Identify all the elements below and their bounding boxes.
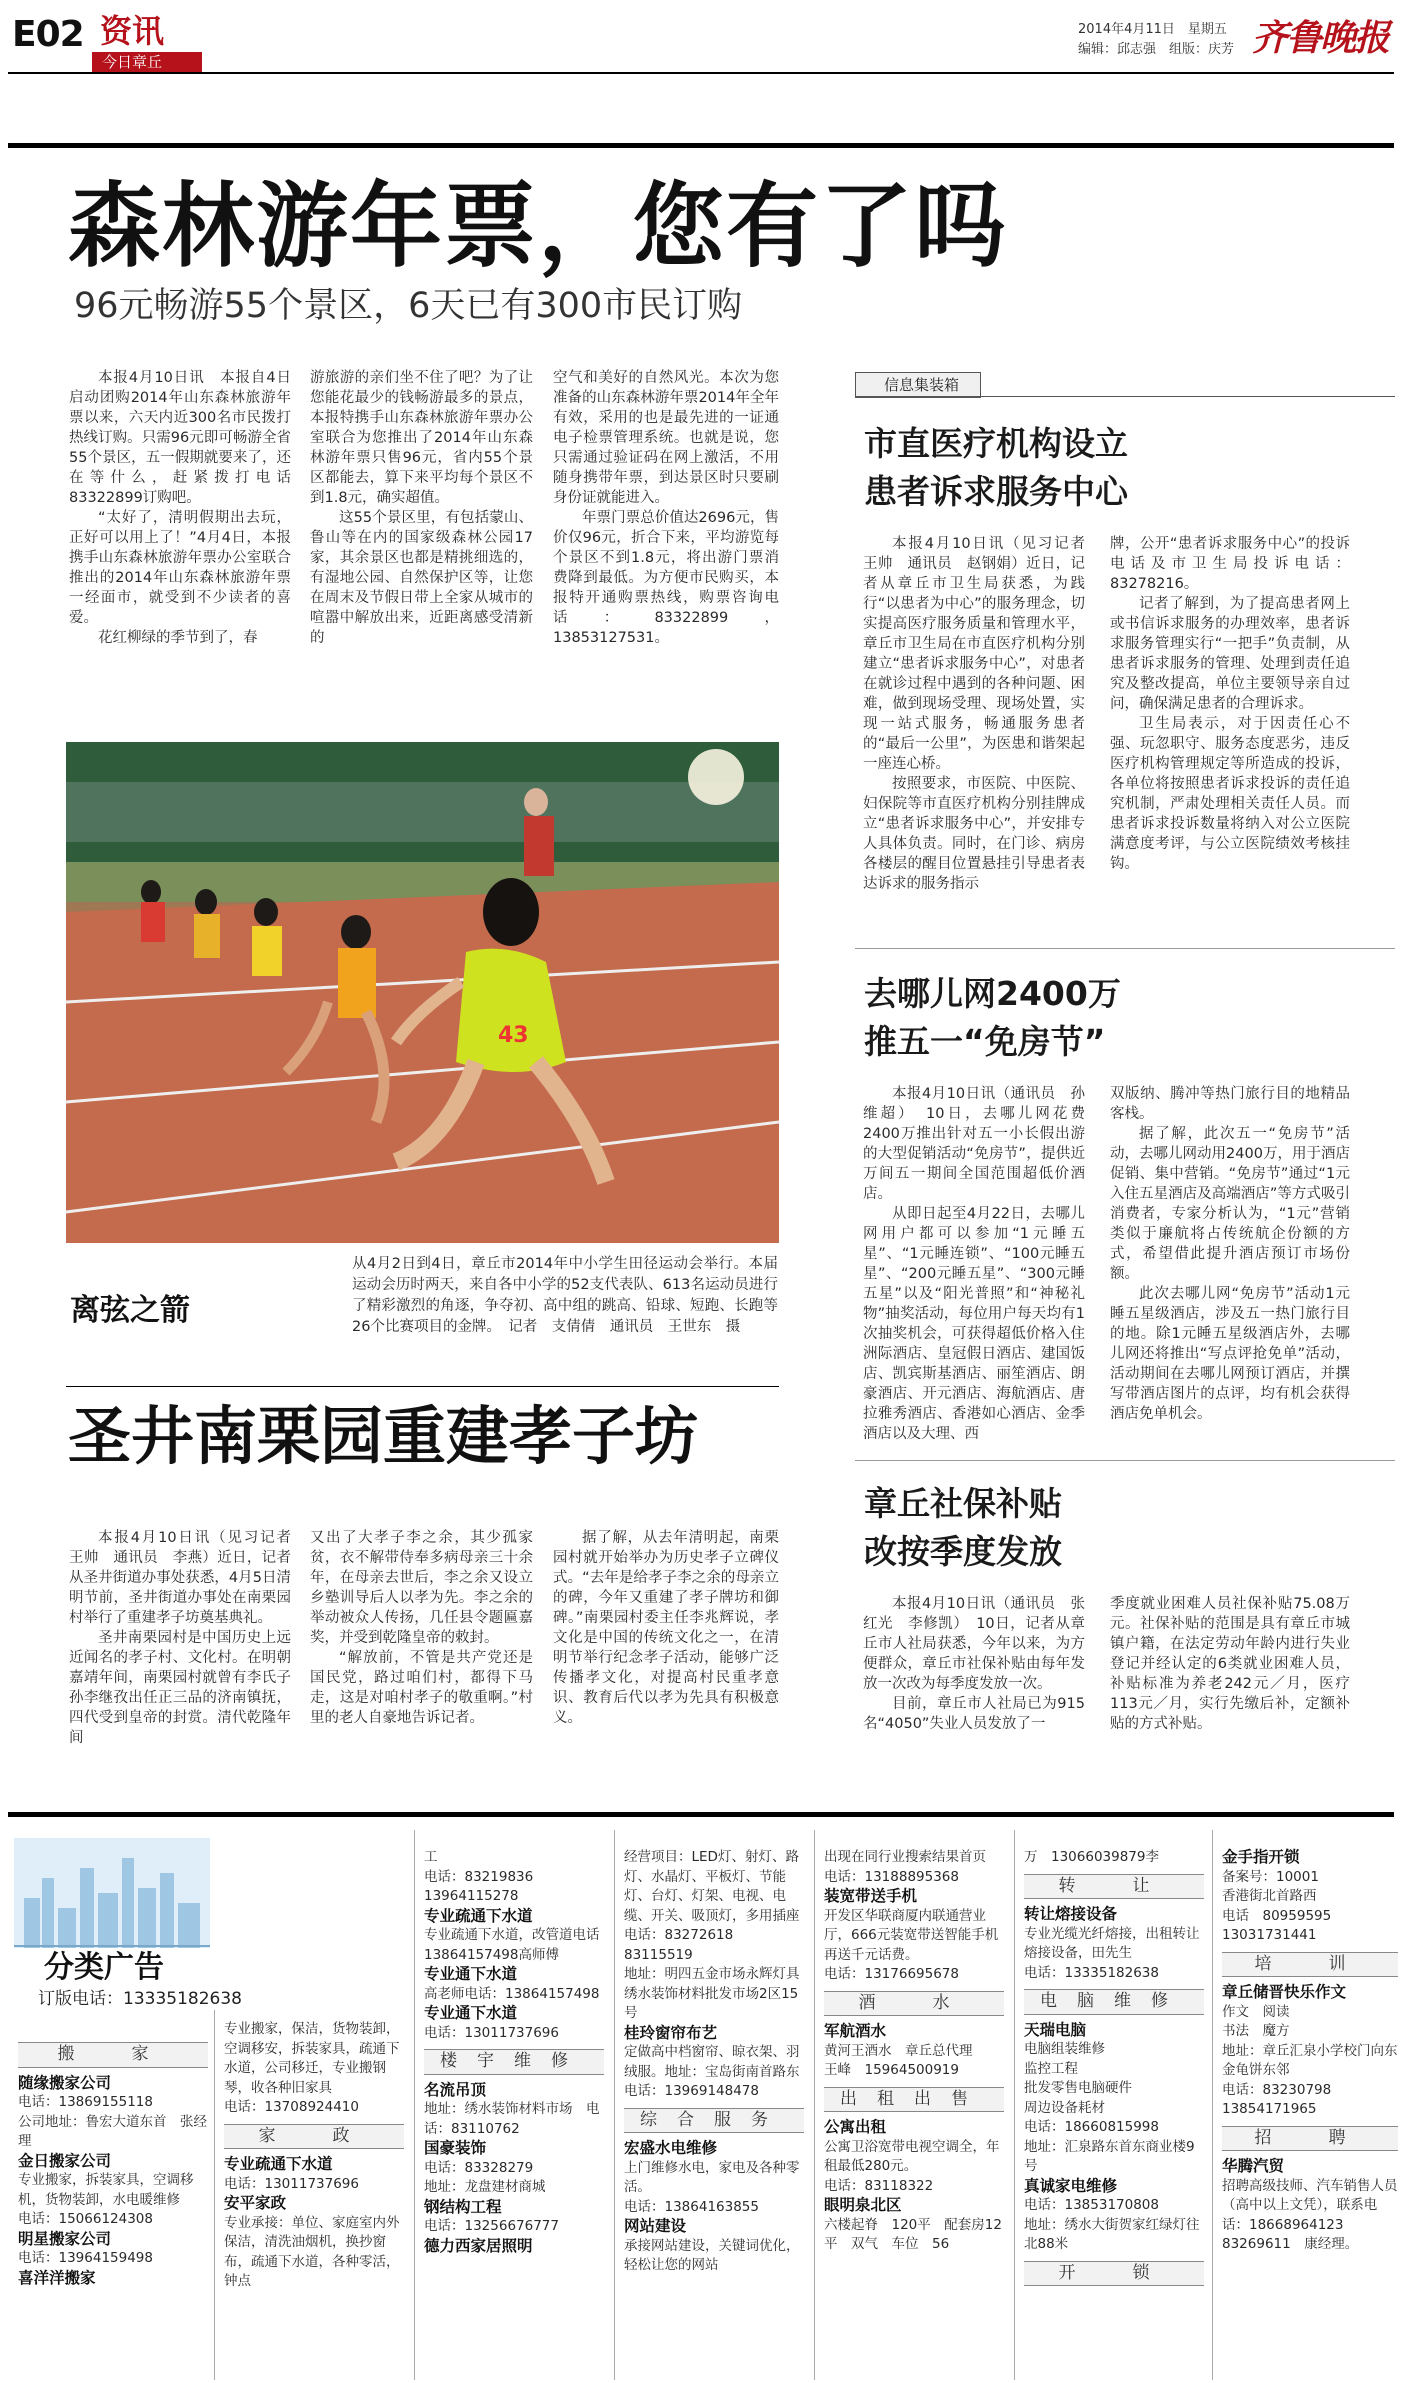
- news-2-title: [864, 970, 1121, 1066]
- classifieds-col-7: [1222, 1848, 1398, 2255]
- news-1-title-line-2: 患者诉求服务中心: [864, 472, 1128, 511]
- classified-line: 地址：汇泉路东首东商业楼9号: [1024, 2138, 1195, 2174]
- classified-line: 电话 80959595 13031731441: [1222, 1907, 1345, 1943]
- cls-divider: [614, 1830, 615, 2380]
- paragraph: “太好了，清明假期出去玩，正好可以用上了！”4月4日，本报携手山东森林旅游年票办公室联合推出的2014年山东森林旅游年票一经面市，就受到不少读者的喜爱。: [69, 510, 291, 626]
- article2-col-2: [310, 1528, 533, 1728]
- masthead: [0, 0, 1409, 80]
- classifieds-col-4: [624, 1848, 804, 2276]
- classified-line: 电话：13176695678: [824, 1966, 959, 1982]
- paper-logo: 齐鲁晚报: [1252, 17, 1389, 59]
- top-thick-rule: [8, 143, 1394, 148]
- paragraph: 目前，章丘市人社局已为915名“4050”失业人员发放了一: [863, 1696, 1085, 1732]
- classifieds-col-3: [424, 1848, 604, 2256]
- paragraph: 卫生局表示，对于因责任心不强、玩忽职守、服务态度恶劣，违反医疗机构管理规定等所造成的投诉，各单位将按照患者诉求投诉的责任追究机制，严肃处理相关责任人员。而患者诉求投诉数量将纳入对公立医院满意度考评，与公立医院绩效考核挂钩。: [1110, 716, 1350, 872]
- paragraph: 游旅游的亲们坐不住了吧？为了让您能花最少的钱畅游最多的景点，本报特携手山东森林旅游年票办公室联合为您推出了2014年山东森林游年票只售96元，省内55个景区都能去，算下来平均每个景区不到1.8元，确实超值。: [310, 370, 533, 506]
- classified-line: 万 13066039879李: [1024, 1849, 1159, 1865]
- paragraph: 从即日起至4月22日，去哪儿网用户都可以参加“1元睡五星”、“1元睡连锁”、“100元睡五星”、“200元睡五星”、“300元睡五星”以及“阳光普照”和“神秘礼物”抽奖活动，每位用户每天均有1次抽奖机会，可获得超低价格入住洲际酒店、皇冠假日酒店、建国饭店、凯宾斯基酒店、丽笙酒店、朗豪酒店、开元酒店、海航酒店、唐拉雅秀酒店、香港如心酒店、金季酒店以及大理、西: [863, 1206, 1085, 1442]
- classified-category: 综合服务: [624, 2108, 804, 2134]
- editor-line: 编辑：邱志强 组版：庆芳: [1078, 42, 1235, 57]
- classified-line: 电话：15066124308: [18, 2211, 153, 2227]
- classified-line: 专业光缆光纤熔接，出租转让熔接设备，田先生: [1024, 1925, 1200, 1961]
- classified-line: 公司地址：鲁宏大道东首 张经理: [18, 2113, 207, 2149]
- paragraph: 本报4月10日讯（见习记者 王帅 通讯员 赵钢娟）近日，记者从章丘市卫生局获悉，为践行“以患者为中心”的服务理念，切实提高医疗服务质量和管理水平，章丘市卫生局在市直医疗机构分别建立“患者诉求服务中心”，对患者在就诊过程中遇到的各种问题、困难，做到现场受理、现场处置，实现一站式服务，畅通服务患者的“最后一公里”，为医患和谐架起一座连心桥。: [863, 536, 1100, 772]
- classified-line: 地址：章丘汇泉小学校门向东金龟饼东邻: [1222, 2042, 1398, 2078]
- news-1-title-line-1: 市直医疗机构设立: [864, 424, 1128, 463]
- classified-title: 装宽带送手机: [824, 1887, 918, 1905]
- classified-title: 网站建设: [624, 2217, 687, 2235]
- classified-line: 电话：83230798: [1222, 2081, 1332, 2098]
- classified-line: 电话：13964159498: [18, 2250, 153, 2266]
- paragraph: 记者了解到，为了提高患者网上或书信诉求服务的办理效率，患者诉求服务管理实行“一把手”负责制，从患者诉求服务的管理、处理到责任追究及整改提高，单位主要领导亲自过问，确保满足患者的合理诉求。: [1110, 596, 1350, 712]
- paragraph: 牌，公开“患者诉求服务中心”的投诉电话及市卫生局投诉电话：83278216。: [1110, 536, 1350, 592]
- news-3-title-line-2: 改按季度发放: [864, 1532, 1062, 1571]
- classified-category: 酒 水: [824, 1991, 1004, 2017]
- photo-caption-text: 从4月2日到4日，章丘市2014年中小学生田径运动会举行。本届运动会历时两天，来自各中小学的52支代表队、613名运动员进行了精彩激烈的角逐，争夺初、高中组的跳高、铅球、短跑、长跑等26个比赛项目的金牌。 记者 支倩倩 通讯员 王世东 摄: [352, 1256, 778, 1335]
- classified-line: 电话：13188895368: [824, 1868, 959, 1885]
- classified-line: 电话：13256676777: [424, 2218, 559, 2234]
- classifieds-banner: [14, 1838, 210, 1948]
- paragraph: 本报4月10日讯（通讯员 孙维超） 10日，去哪儿网花费2400万推出针对五一小长假出游的大型促销活动“免房节”，提供近万间五一期间全国范围超低价酒店。: [863, 1086, 1085, 1202]
- classified-title: 天瑞电脑: [1024, 2020, 1087, 2039]
- news-3-col-1: [863, 1594, 1085, 1734]
- news-3-title-line-1: 章丘社保补贴: [864, 1484, 1062, 1523]
- classified-category: 招 聘: [1222, 2126, 1398, 2152]
- classified-line: 经营项目：LED灯、射灯、路灯、水晶灯、平板灯、节能灯、台灯、灯架、电视、电缆、开关、吸顶灯，多用插座: [624, 1849, 800, 1924]
- paragraph: 花红柳绿的季节到了，春: [98, 630, 258, 646]
- paragraph: 本报4月10日讯 本报自4日启动团购2014年山东森林旅游年票以来，六天内近300名市民拨打热线订购。只需96元即可畅游全省55个景区，五一假期就要来了，还在等什么，赶紧拨打电话83322899订购吧。: [69, 370, 291, 506]
- paragraph: 本报4月10日讯（见习记者 王帅 通讯员 李燕）近日，记者从圣井街道办事处获悉，4月5日清明节前，圣井街道办事处在南栗园村举行了重建孝子坊奠基典礼。: [69, 1530, 306, 1626]
- news-2-rule: [855, 948, 1395, 949]
- classifieds-col-1: [18, 2036, 208, 2288]
- info-box-label: [855, 372, 981, 398]
- classified-title: 名流吊顶: [424, 2080, 487, 2099]
- classified-category: 搬 家: [18, 2042, 208, 2068]
- classified-line: 公寓卫浴宽带电视空调全，年租最低280元。: [824, 2138, 1000, 2174]
- article2-rule: [66, 1386, 779, 1387]
- classified-title: 章丘储晋快乐作文: [1222, 1983, 1347, 2001]
- classified-line: 王峰 15964500919: [824, 2062, 959, 2078]
- classifieds-col-2: [224, 2020, 404, 2292]
- classified-title: 专业疏通下水道: [424, 1906, 533, 1925]
- classified-line: 电话：13335182638: [1024, 1964, 1159, 1981]
- page-code: E02: [12, 14, 84, 55]
- bib-number: 43: [498, 1023, 529, 1048]
- classified-category: 出租出售: [824, 2087, 1004, 2113]
- classified-line: 电话：13011737696: [424, 2024, 559, 2041]
- classified-title: 宏盛水电维修: [624, 2139, 718, 2157]
- classifieds-title: 分类广告: [44, 1950, 164, 1985]
- classified-line: 电话：13869155118: [18, 2094, 153, 2110]
- classified-line: 招聘高级技师、汽车销售人员（高中以上文凭），联系电话：18668964123 83269611 康经理。: [1222, 2177, 1398, 2252]
- paragraph: 此次去哪儿网“免房节”活动1元睡五星级酒店，涉及五一热门旅行目的地。除1元睡五星级酒店外，去哪儿网还将推出“写点评抢免单”活动，活动期间在去哪儿网预订酒店，并撰写带酒店图片的点评，均有机会获得酒店免单机会。: [1110, 1286, 1350, 1422]
- classified-line: 电脑组装维修: [1024, 2041, 1105, 2057]
- news-2-title-line-2: 推五一“免房节”: [864, 1022, 1106, 1061]
- classified-title: 喜洋洋搬家: [18, 2268, 96, 2287]
- classified-line: 电话：83219836: [424, 1868, 534, 1885]
- cls-divider: [1014, 1830, 1015, 2380]
- classified-line: 香港街北首路西: [1222, 1888, 1317, 1904]
- classified-line: 地址：绣水大街贺家红绿灯往北88米: [1024, 2216, 1200, 2252]
- classified-line: 地址：绣水装饰材料市场 电话：83110762: [424, 2101, 600, 2137]
- classified-title: 军航酒水: [824, 2022, 887, 2040]
- classified-title: 转让熔接设备: [1024, 1905, 1118, 1923]
- cls-divider: [414, 1830, 415, 2380]
- paragraph: 按照要求，市医院、中医院、妇保院等市直医疗机构分别挂牌成立“患者诉求服务中心”，并安排专人具体负责。同时，在门诊、病房各楼层的醒目位置悬挂引导患者表达诉求的服务指示: [863, 776, 1085, 892]
- news-3-title: [864, 1480, 1062, 1576]
- classified-title: 华腾汽贸: [1222, 2157, 1285, 2175]
- classifieds-col-5: [824, 1848, 1004, 2255]
- classified-title: 金日搬家公司: [18, 2151, 112, 2170]
- classified-line: 上门维修水电，家电及各种零活。: [624, 2159, 800, 2195]
- main-subheadline: 96元畅游55个景区，6天已有300市民订购: [74, 286, 743, 326]
- paragraph: 年票门票总价值达2696元，售价仅96元，折合下来，平均游览每个景区不到1.8元，将出游门票消费降到最低。为方便市民购买，本报特开通购票热线，购票咨询电话：83322899，13853127531。: [553, 510, 779, 646]
- photo-caption-title: 离弦之箭: [70, 1293, 190, 1328]
- classified-category: 开 锁: [1024, 2261, 1204, 2287]
- classified-line: 电话：83118322: [824, 2177, 934, 2194]
- classified-line: 电话：13708924410: [224, 2099, 359, 2115]
- section-title: 资讯: [100, 12, 165, 50]
- classified-line: 电话：13853170808: [1024, 2197, 1159, 2213]
- main-article-col-2: [310, 368, 533, 648]
- article2-headline: 圣井南栗园重建孝子坊: [68, 1400, 698, 1473]
- info-box-rule: [855, 396, 1395, 397]
- news-3-rule: [855, 1460, 1395, 1461]
- classified-title: 随缘搬家公司: [18, 2073, 112, 2092]
- race-photo: [66, 742, 779, 1243]
- classified-line: 电话：83328279: [424, 2159, 534, 2176]
- info-box-label-text: 信息集装箱: [884, 376, 960, 394]
- article2-col-3: [553, 1528, 779, 1728]
- paragraph: 据了解，从去年清明起，南栗园村就开始举办为历史孝子立碑仪式。“去年是给孝子李之余的母亲立的碑，今年又重建了孝子牌坊和御碑。”南栗园村委主任李兆辉说，孝文化是中国的传统文化之一，在清明节举行纪念孝子活动，能够广泛传播孝文化，对提高村民重孝意识、教育后代以孝为先具有积极意义。: [553, 1530, 779, 1726]
- classified-title: 国豪装饰: [424, 2139, 487, 2157]
- news-3-col-2: [1110, 1594, 1350, 1734]
- classified-category: 电脑维修: [1024, 1989, 1204, 2015]
- paragraph: 据了解，此次五一“免房节”活动，去哪儿网动用2400万，用于酒店促销、集中营销。“免房节”通过“1元入住五星酒店及高端酒店”等方式吸引消费者，专家分析认为，“1元”营销类似于廉航将占传统航企份额的方式，希望借此提升酒店预订市场份额。: [1110, 1126, 1350, 1282]
- date-line: 2014年4月11日 星期五: [1078, 22, 1227, 37]
- main-article-col-1: [69, 368, 291, 648]
- cls-divider: [814, 1830, 815, 2380]
- classified-category: 楼宇维修: [424, 2049, 604, 2075]
- classified-category: 家 政: [224, 2124, 404, 2150]
- classified-title: 公寓出租: [824, 2118, 887, 2136]
- paragraph: 空气和美好的自然风光。本次为您准备的山东森林游年票2014年全年有效，采用的也是最先进的一证通电子检票管理系统。也就是说，您只需通过验证码在网上激活，不用随身携带年票，到达景区时只要刷身份证就能进入。: [553, 370, 779, 506]
- news-2-col-2: [1110, 1084, 1350, 1424]
- news-1-col-2: [1110, 534, 1350, 874]
- news-1-col-1: [863, 534, 1100, 894]
- classified-line: 专业承接：单位、家庭室内外保洁，清洗油烟机，换抄窗布，疏通下水道，各种零活，钟点: [224, 2214, 400, 2289]
- classified-title: 专业疏通下水道: [224, 2155, 333, 2173]
- paragraph: 又出了大孝子李之余，其少孤家贫，衣不解带侍奉多病母亲三十余年，在母亲去世后，李之余又设立乡塾训导后人以孝为先。李之余的举动被众人传扬，几任县令题匾嘉奖，并受到乾隆皇帝的敕封。: [310, 1530, 533, 1646]
- classified-line: 监控工程: [1024, 2060, 1078, 2077]
- classified-line: 地址：龙盘建材商城: [424, 2179, 546, 2195]
- classified-line: 专业搬家，拆装家具，空调移机，货物装卸，水电暖维修: [18, 2172, 194, 2208]
- classified-line: 电话：83272618 83115519: [624, 1927, 747, 1963]
- classified-line: 地址：明四五金市场永辉灯具绣水装饰材料批发市场2区15号: [624, 1966, 800, 2021]
- classifieds-phone: 订版电话：13335182638: [38, 1989, 242, 2009]
- section-tag: [92, 10, 192, 72]
- masthead-rule: [8, 72, 1394, 74]
- classified-line: 黄河王酒水 章丘总代理: [824, 2042, 973, 2059]
- article2-col-1: [69, 1528, 306, 1748]
- classified-line: 电话：13864163855: [624, 2198, 759, 2215]
- classified-line: 高老师电话：13864157498: [424, 1985, 600, 2002]
- classified-line: 书法 魔方: [1222, 2023, 1290, 2039]
- cls-divider: [214, 2010, 215, 2380]
- classifieds-col-6: [1024, 1848, 1204, 2292]
- classified-line: 开发区华联商厦内联通营业厅，666元装宽带送智能手机再送千元话费。: [824, 1907, 999, 1963]
- classified-title: 桂玲窗帘布艺: [624, 2023, 718, 2042]
- classified-line: 工: [424, 1849, 438, 1865]
- classified-title: 德力西家居照明: [424, 2236, 533, 2255]
- subsection-bar: 今日章丘: [92, 52, 202, 72]
- classified-line: 专业搬家，保洁，货物装卸，空调移安，拆装家具，疏通下水道，公司移迁，专业搬钢琴，收各种旧家具: [224, 2021, 400, 2096]
- classified-line: 备案号：10001: [1222, 1868, 1319, 1885]
- classified-title: 专业通下水道: [424, 1965, 518, 1983]
- classified-line: 13854171965: [1222, 2101, 1317, 2117]
- classified-line: 定做高中档窗帘、晾衣架、羽绒服。地址：宝岛街南首路东: [624, 2044, 800, 2080]
- classified-title: 真诚家电维修: [1024, 2176, 1118, 2195]
- classified-title: 专业通下水道: [424, 2004, 518, 2022]
- classified-line: 周边设备耗材: [1024, 2099, 1105, 2116]
- paragraph: “解放前，不管是共产党还是国民党，路过咱们村，都得下马走，这是对咱村孝子的敬重啊。”村里的老人自豪地告诉记者。: [310, 1650, 533, 1726]
- classified-line: 作文 阅读: [1222, 2003, 1290, 2020]
- paragraph: 这55个景区里，有包括蒙山、鲁山等在内的国家级森林公园17家，其余景区也都是精挑细选的，有湿地公园、自然保护区等，让您在周末及节假日带上全家从城市的喧嚣中解放出来，近距离感受清新的: [310, 510, 533, 646]
- classified-category: 培 训: [1222, 1952, 1398, 1978]
- news-2-title-line-1: 去哪儿网2400万: [864, 974, 1121, 1013]
- classified-line: 电话：18660815998: [1024, 2119, 1159, 2135]
- cls-divider: [1212, 1830, 1213, 2380]
- classified-line: 批发零售电脑硬件: [1024, 2080, 1132, 2096]
- main-article-col-3: [553, 368, 779, 648]
- classified-line: 电话：13969148478: [624, 2083, 759, 2099]
- classified-title: 金手指开锁: [1222, 1848, 1300, 1866]
- classified-line: 13964115278: [424, 1888, 519, 1904]
- classified-line: 六楼起脊 120平 配套房12平 双气 车位 56: [824, 2216, 1002, 2252]
- paragraph: 季度就业困难人员社保补贴75.08万元。社保补贴的范围是具有章丘市城镇户籍，在法定劳动年龄内进行失业登记并经认定的6类就业困难人员，补贴标准为养老242元／月，医疗113元／月，实行先缴后补，定额补贴的方式补贴。: [1110, 1596, 1350, 1732]
- classified-line: 出现在同行业搜索结果首页: [824, 1849, 986, 1865]
- classified-line: 电话：13011737696: [224, 2175, 359, 2192]
- classified-title: 明星搬家公司: [18, 2229, 112, 2248]
- classifieds-top-rule: [8, 1812, 1394, 1817]
- paragraph: 本报4月10日讯（通讯员 张红光 李修凯） 10日，记者从章丘市人社局获悉，今年以来，为方便群众，章丘市社保补贴由每年发放一次改为每季度发放一次。: [863, 1596, 1085, 1692]
- classified-title: 钢结构工程: [424, 2197, 502, 2216]
- news-2-col-1: [863, 1084, 1085, 1444]
- classified-category: 转 让: [1024, 1874, 1204, 1900]
- paragraph: 圣井南栗园村是中国历史上远近闻名的孝子村、文化村。在明朝嘉靖年间，南栗园村就曾有李氏子孙李继孜出任正三品的济南镇抚，四代受到皇帝的封赏。清代乾隆年间: [69, 1630, 291, 1746]
- main-headline: 森林游年票，您有了吗: [68, 173, 1009, 280]
- paragraph: 双版纳、腾冲等热门旅行目的地精品客栈。: [1110, 1086, 1350, 1122]
- race-scene: [66, 742, 779, 1243]
- classified-title: 安平家政: [224, 2194, 287, 2212]
- news-1-title: [864, 420, 1128, 516]
- classified-line: 承接网站建设，关键词优化，轻松让您的网站: [624, 2237, 800, 2273]
- classified-line: 专业疏通下水道，改管道电话13864157498高师傅: [424, 1927, 600, 1963]
- classified-title: 眼明泉北区: [824, 2196, 902, 2214]
- city-skyline-illustration: [14, 1838, 210, 1948]
